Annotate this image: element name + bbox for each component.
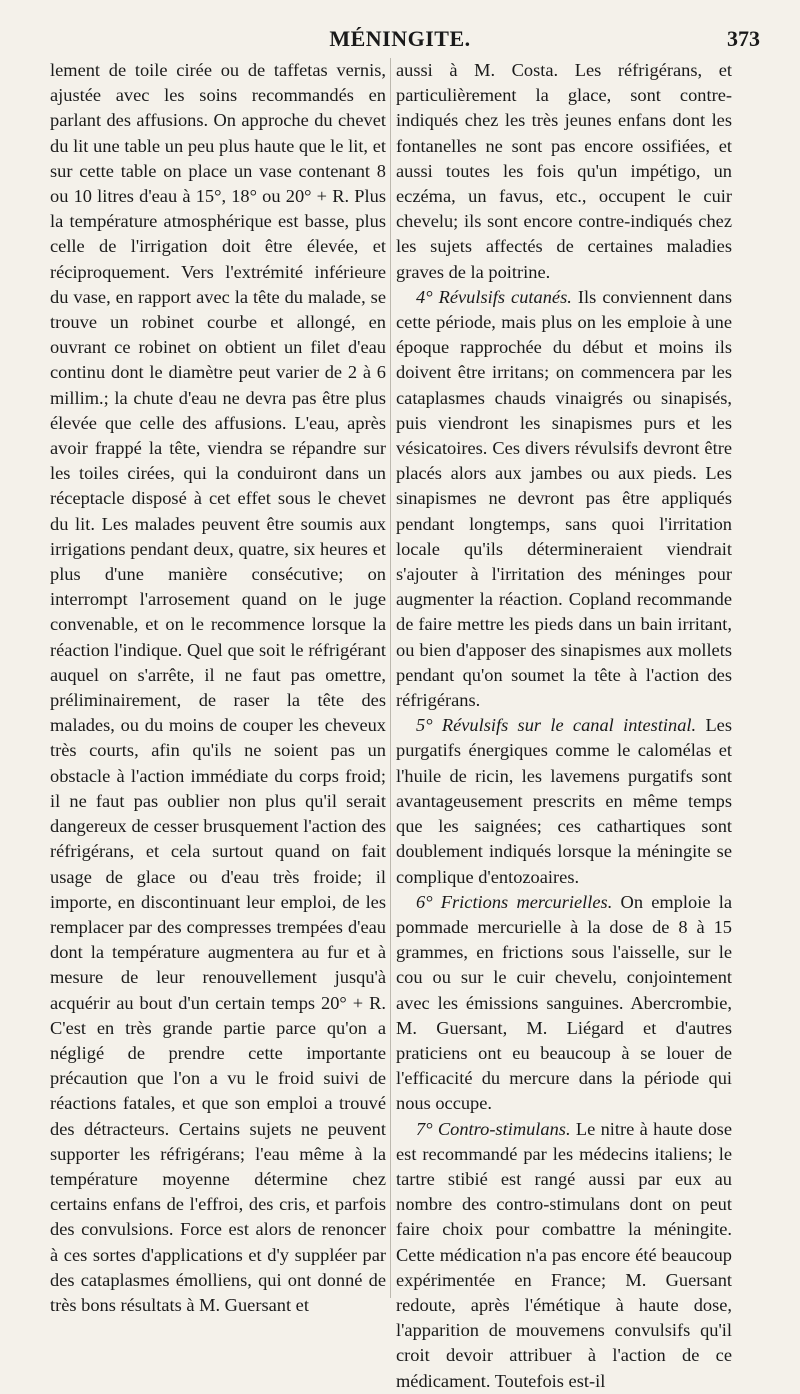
paragraph-text: Le nitre à haute dose est recommandé par les médecins italiens; le tartre stibié est rangé aussi par eux au nombre des contro-stimulans dont on peut faire choix pour combattre la méningite. Cette médication n'a pas encore été beaucoup expérimentée en France; M. Guersant redoute, après l'émétique à haute dose, l'apparition de mouvemens convulsifs qu'il croit devoir attribuer à l'action de ce médicament. Toutefois est-il	[396, 1118, 732, 1391]
right-column	[396, 58, 732, 1394]
column-divider	[390, 58, 391, 1298]
section-heading-revulsifs-cutanes: 4° Révulsifs cutanés.	[416, 286, 572, 307]
right-paragraph-5	[396, 1117, 732, 1394]
right-paragraph-3	[396, 713, 732, 889]
right-paragraph-1: aussi à M. Costa. Les réfrigérans, et particulièrement la glace, sont contre-indiqués chez les très jeunes enfans dont les fontanelles ne sont pas encore ossifiées, et aussi toutes les fois qu'un impétigo, un eczéma, un favus, etc., occupent le cuir chevelu; ils sont encore contre-indiqués chez les sujets affectés de certaines maladies graves de la poitrine.	[396, 60, 732, 282]
right-paragraph-4	[396, 890, 732, 1117]
running-header	[40, 26, 760, 54]
paragraph-text: Ils conviennent dans cette période, mais plus on les emploie à une époque rapprochée du début et moins ils doivent être irritans; on commencera par les cataplasmes chauds vinaigrés ou sinapisés, puis viendront les sinapismes purs et les vésicatoires. Ces divers révulsifs devront être placés alors aux jambes ou aux pieds. Les sinapismes ne devront pas être appliqués pendant longtemps, sans quoi l'irritation locale qu'ils détermineraient viendrait s'ajouter à l'irritation des méninges pour augmenter la réaction. Copland recommande de faire mettre les pieds dans un bain irritant, ou bien d'apposer des sinapismes aux mollets pendant qu'on soumet la tête à l'action des réfrigérans.	[396, 286, 732, 711]
paragraph-text: Les purgatifs énergiques comme le calomélas et l'huile de ricin, les lavemens purgatifs sont avantageusement prescrits en même temps que les saignées; ces cathartiques sont doublement indiqués lorsque la méningite se complique d'entozoaires.	[396, 715, 732, 887]
page-number: 373	[727, 26, 760, 51]
section-heading-frictions-mercurielles: 6° Frictions mercurielles.	[416, 891, 613, 912]
paragraph-text: On emploie la pommade mercurielle à la dose de 8 à 15 grammes, en frictions sous l'aisselle, sur le cou ou sur le cuir chevelu, conjointement avec les émissions sanguines. Abercrombie, M. Guersant, M. Liégard et d'autres praticiens ont eu beaucoup à se louer de l'efficacité du mercure dans la période qui nous occupe.	[396, 891, 732, 1114]
left-paragraph-1: lement de toile cirée ou de taffetas vernis, ajustée avec les soins recommandés en parlant des affusions. On approche du chevet du lit une table un peu plus haute que le lit, et sur cette table on place un vase contenant 8 ou 10 litres d'eau à 15°, 18° ou 20° + R. Plus la température atmosphérique est basse, plus celle de l'irrigation doit être élevée, et réciproquement. Vers l'extrémité inférieure du vase, en rapport avec la tête du malade, se trouve un robinet courbe et allongé, en ouvrant ce robinet on obtient un filet d'eau continu dont le diamètre peut varier de 2 à 6 millim.; la chute d'eau ne devra pas être plus élevée que celle des affusions. L'eau, après avoir frappé la tête, viendra se répandre sur les toiles cirées, qui la conduiront dans un réceptacle disposé à cet effet sous le chevet du lit. Les malades peuvent être soumis aux irrigations pendant deux, quatre, six heures et plus d'une manière consécutive; on interrompt l'arrosement quand on le juge convenable, et on le recommence lorsque la réaction l'indique. Quel que soit le réfrigérant auquel on s'arrête, il ne faut pas omettre, préliminairement, de raser la tête des malades, ou du moins de couper les cheveux très courts, afin qu'ils ne soient pas un obstacle à l'action immédiate du corps froid; il ne faut pas oublier non plus qu'il serait dangereux de cesser brusquement l'action des réfrigérans, et cela surtout quand on fait usage de glace ou d'eau très froide; il importe, en discontinuant leur emploi, de les remplacer par des compresses trempées d'eau dont la température augmentera au fur et à mesure de leur renouvellement jusqu'à acquérir au bout d'un certain temps 20° + R. C'est en très grande partie parce qu'on a négligé de prendre cette importante précaution que l'on a vu le froid suivi de réactions fatales, et que son emploi a trouvé des détracteurs. Certains sujets ne peuvent supporter les réfrigérans; l'eau même à la température moyenne détermine chez certains enfans de l'effroi, des cris, et parfois des convulsions. Force est alors de renoncer à ces sortes d'applications et d'y suppléer par des cataplasmes émolliens, qui ont donné de très bons résultats à M. Guersant et	[50, 60, 386, 1315]
section-heading-revulsifs-intestinal: 5° Révulsifs sur le canal intestinal.	[416, 715, 697, 736]
left-column	[50, 58, 386, 1318]
page-title: MÉNINGITE.	[329, 26, 471, 51]
section-heading-contro-stimulans: 7° Contro-stimulans.	[416, 1118, 571, 1139]
right-paragraph-2	[396, 285, 732, 713]
